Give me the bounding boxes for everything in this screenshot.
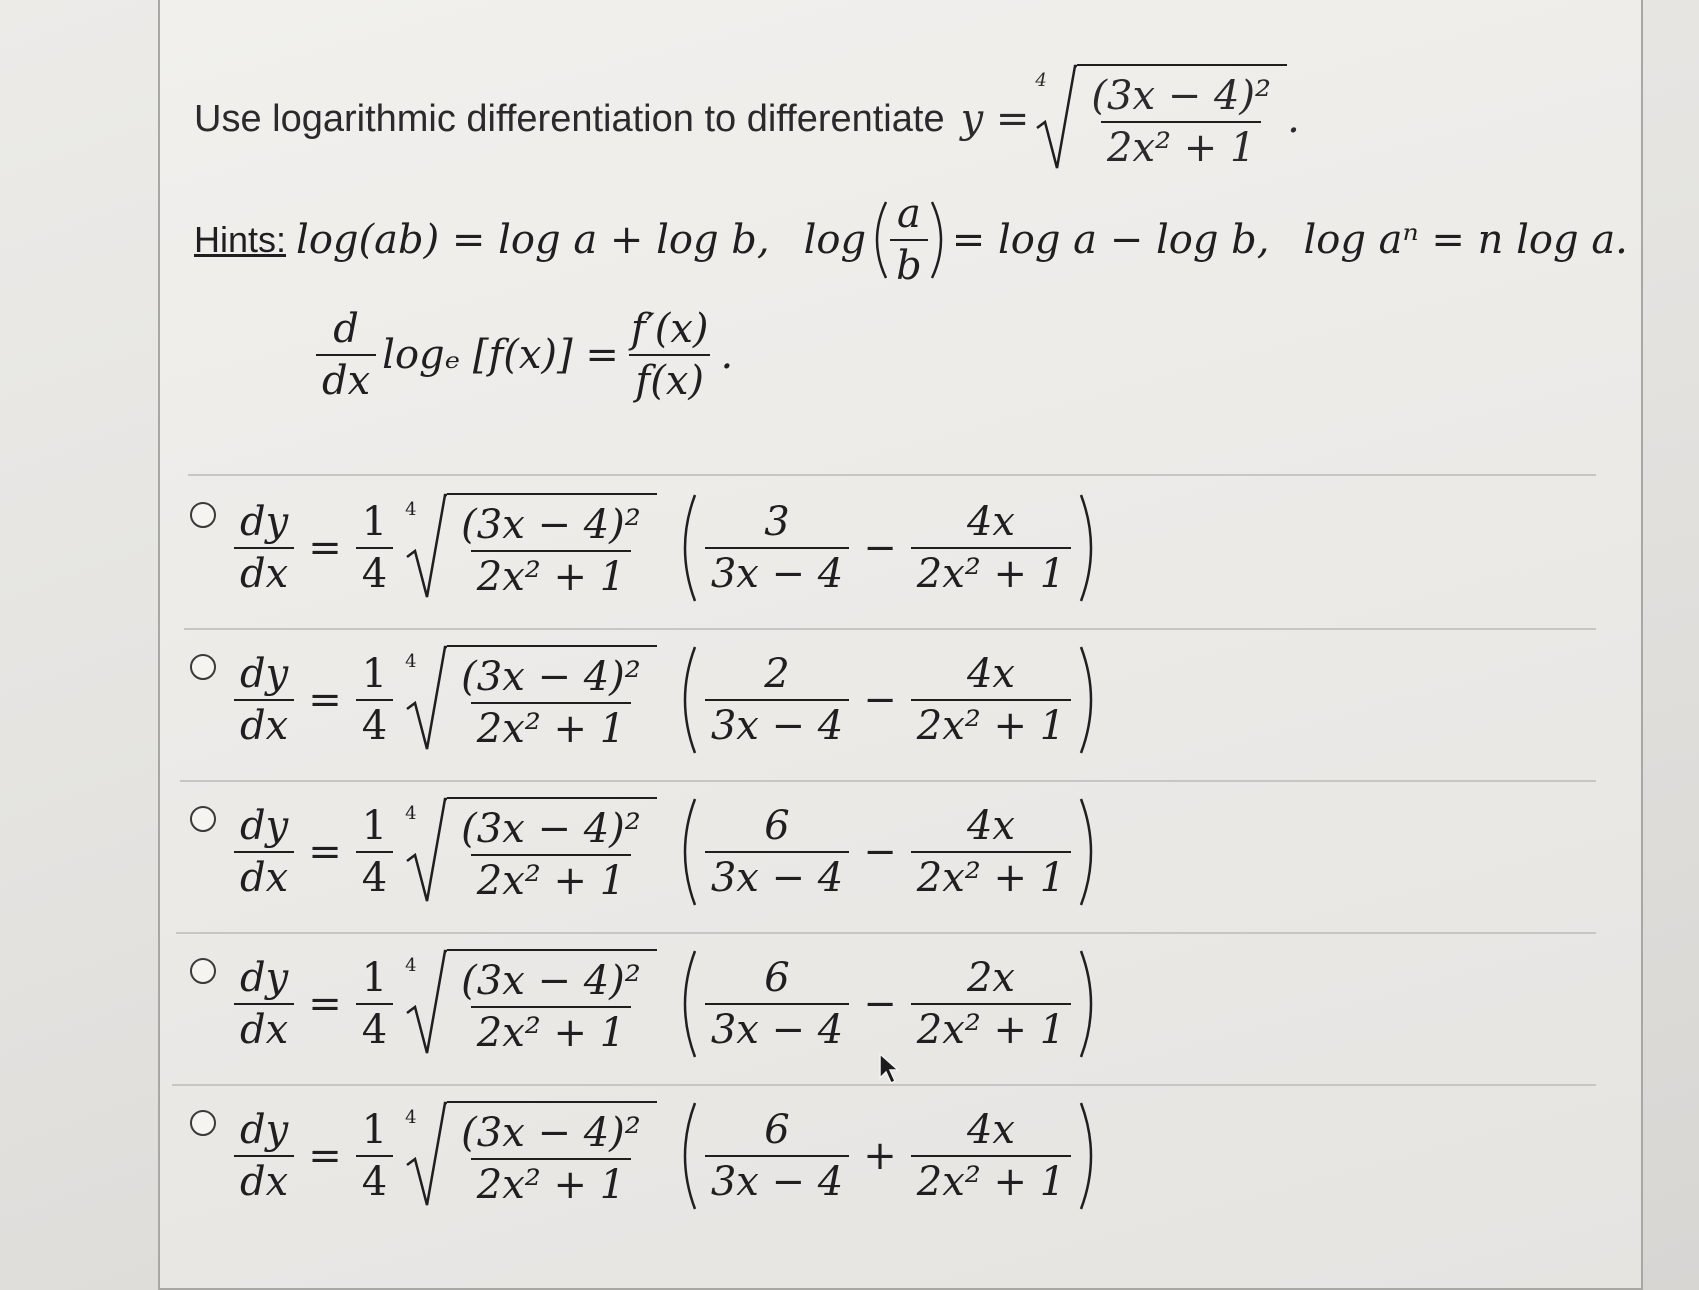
question-text: Use logarithmic differentiation to differentiate — [194, 97, 945, 140]
dx-label: dx — [234, 851, 294, 899]
hints-row — [194, 185, 1628, 295]
divider — [188, 474, 1596, 476]
root-numerator: (3x − 4)² — [461, 654, 641, 700]
coef-num: 1 — [361, 1107, 388, 1153]
deriv-period: . — [720, 332, 734, 378]
dy-label: dy — [240, 1107, 289, 1153]
question-y-equals: y = — [960, 96, 1030, 142]
root-denominator: 2x² + 1 — [471, 1006, 631, 1054]
quotient-num: a — [896, 191, 921, 237]
operator: + — [863, 1133, 897, 1179]
dy-label: dy — [240, 651, 289, 697]
right-paren-icon — [1077, 797, 1101, 907]
term-a-den: 3x − 4 — [705, 699, 849, 747]
left-paren-icon — [675, 949, 699, 1059]
term-a-den: 3x − 4 — [705, 1003, 849, 1051]
quotient-den: b — [890, 239, 928, 287]
root-numerator: (3x − 4)² — [461, 958, 641, 1004]
root-numerator: (3x − 4)² — [461, 502, 641, 548]
question-prompt — [194, 64, 1594, 174]
quotient-rhs: = log a − log b, — [951, 217, 1270, 263]
hints-label: Hints: — [194, 219, 287, 260]
equals-sign: = — [308, 981, 342, 1027]
dy-label: dy — [240, 499, 289, 545]
deriv-dx: dx — [316, 354, 376, 402]
operator: − — [863, 677, 897, 723]
question-denominator: 2x² + 1 — [1101, 121, 1261, 169]
operator: − — [863, 525, 897, 571]
question-fraction — [1085, 75, 1277, 169]
coef-den: 4 — [356, 699, 393, 747]
coef-den: 4 — [356, 1003, 393, 1051]
radio-button[interactable] — [190, 654, 216, 680]
coef-den: 4 — [356, 1155, 393, 1203]
right-paren-icon — [1077, 645, 1101, 755]
term-a-num: 6 — [764, 955, 790, 1001]
dy-label: dy — [240, 955, 289, 1001]
fourth-root — [403, 797, 657, 907]
fourth-root — [403, 1101, 657, 1211]
left-paren-icon — [675, 797, 699, 907]
term-a-num: 6 — [764, 1107, 790, 1153]
dx-label: dx — [234, 1155, 294, 1203]
root-index: 4 — [1035, 70, 1047, 91]
term-b-num: 4x — [966, 499, 1015, 545]
dy-label: dy — [240, 803, 289, 849]
answer-option-4[interactable] — [190, 934, 1490, 1074]
fourth-root — [403, 645, 657, 755]
hint-quotient-rule — [804, 193, 1270, 287]
left-paren-icon — [675, 645, 699, 755]
fourth-root — [403, 949, 657, 1059]
left-paren-icon — [866, 200, 890, 280]
term-b-den: 2x² + 1 — [911, 1155, 1071, 1203]
quotient-log: log — [803, 217, 867, 263]
dx-label: dx — [234, 547, 294, 595]
right-paren-icon — [1077, 949, 1101, 1059]
equals-sign: = — [308, 677, 342, 723]
root-denominator: 2x² + 1 — [471, 854, 631, 902]
left-paren-icon — [675, 1101, 699, 1211]
root-index: 4 — [405, 1107, 417, 1128]
root-denominator: 2x² + 1 — [471, 702, 631, 750]
question-numerator: (3x − 4)² — [1091, 73, 1272, 119]
deriv-num: f′(x) — [630, 306, 709, 352]
right-paren-icon — [1077, 1101, 1101, 1211]
term-a-den: 3x − 4 — [705, 851, 849, 899]
term-b-den: 2x² + 1 — [911, 851, 1071, 899]
term-b-num: 4x — [966, 1107, 1015, 1153]
term-b-den: 2x² + 1 — [911, 699, 1071, 747]
radio-button[interactable] — [190, 806, 216, 832]
root-denominator: 2x² + 1 — [471, 550, 631, 598]
root-index: 4 — [405, 651, 417, 672]
operator: − — [863, 829, 897, 875]
dx-label: dx — [234, 699, 294, 747]
fourth-root — [403, 493, 657, 603]
left-paren-icon — [675, 493, 699, 603]
derivative-hint — [310, 290, 733, 420]
mouse-cursor-icon — [878, 1052, 900, 1086]
equals-sign: = — [308, 525, 342, 571]
radio-button[interactable] — [190, 1110, 216, 1136]
coef-den: 4 — [356, 547, 393, 595]
root-denominator: 2x² + 1 — [471, 1158, 631, 1206]
root-index: 4 — [405, 803, 417, 824]
deriv-den: f(x) — [629, 354, 710, 402]
coef-num: 1 — [361, 651, 388, 697]
radio-button[interactable] — [190, 502, 216, 528]
coef-den: 4 — [356, 851, 393, 899]
answer-option-3[interactable] — [190, 782, 1490, 922]
answer-option-2[interactable] — [190, 630, 1490, 770]
equals-sign: = — [308, 1133, 342, 1179]
term-b-num: 4x — [966, 651, 1015, 697]
coef-num: 1 — [361, 499, 388, 545]
hint-power-rule: log aⁿ = n log a. — [1303, 217, 1628, 263]
term-a-den: 3x − 4 — [705, 1155, 849, 1203]
term-b-den: 2x² + 1 — [911, 1003, 1071, 1051]
radio-button[interactable] — [190, 958, 216, 984]
deriv-log: logₑ [f(x)] = — [382, 332, 619, 378]
coef-num: 1 — [361, 803, 388, 849]
term-b-den: 2x² + 1 — [911, 547, 1071, 595]
root-index: 4 — [405, 499, 417, 520]
answer-option-5[interactable] — [190, 1086, 1490, 1226]
term-a-den: 3x − 4 — [705, 547, 849, 595]
fourth-root — [1033, 64, 1287, 174]
hint-product-rule: log(ab) = log a + log b, — [296, 217, 770, 263]
right-paren-icon — [1077, 493, 1101, 603]
term-b-num: 2x — [966, 955, 1015, 1001]
equals-sign: = — [308, 829, 342, 875]
term-a-num: 3 — [764, 499, 790, 545]
question-formula — [961, 64, 1300, 174]
root-numerator: (3x − 4)² — [461, 1110, 641, 1156]
question-period: . — [1287, 96, 1300, 142]
answer-option-1[interactable] — [190, 478, 1490, 618]
deriv-d: d — [333, 306, 359, 352]
term-b-num: 4x — [966, 803, 1015, 849]
term-a-num: 2 — [764, 651, 790, 697]
term-a-num: 6 — [764, 803, 790, 849]
dx-label: dx — [234, 1003, 294, 1051]
operator: − — [863, 981, 897, 1027]
coef-num: 1 — [361, 955, 388, 1001]
root-numerator: (3x − 4)² — [461, 806, 641, 852]
root-index: 4 — [405, 955, 417, 976]
right-paren-icon — [928, 200, 952, 280]
